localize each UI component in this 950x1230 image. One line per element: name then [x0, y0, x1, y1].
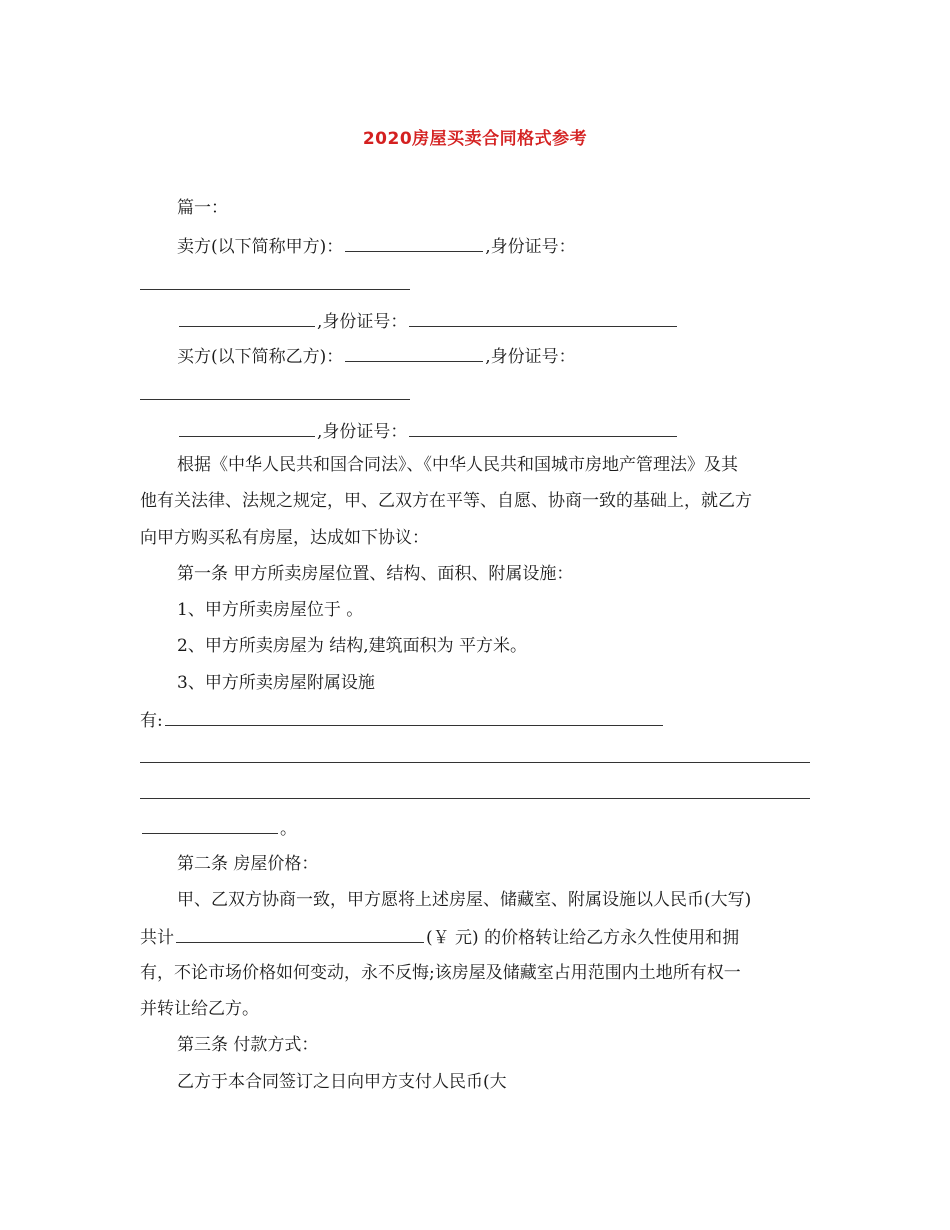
article-1-item-3: 3、甲方所卖房屋附属设施 — [177, 673, 375, 693]
seller-name-blank — [345, 233, 483, 252]
buyer-id-blank — [140, 399, 410, 400]
article-2-line-2 — [140, 924, 739, 950]
seller2-id-label: ,身份证号： — [317, 312, 408, 332]
facilities-blank — [165, 707, 663, 726]
buyer-name-blank — [345, 343, 483, 362]
article-2-line-4: 并转让给乙方。 — [140, 999, 259, 1019]
document-title: 2020房屋买卖合同格式参考 — [362, 129, 588, 149]
facilities-blank-2 — [140, 762, 810, 763]
section-label: 篇一： — [177, 198, 228, 218]
seller2-name-blank — [179, 308, 315, 327]
article-1-title: 第一条 甲方所卖房屋位置、结构、面积、附属设施： — [177, 564, 574, 584]
facilities-blank-3 — [140, 798, 810, 799]
buyer-line — [177, 343, 576, 369]
seller-label: 卖方(以下简称甲方)： — [177, 237, 344, 257]
article-3-title: 第三条 付款方式： — [177, 1035, 319, 1055]
buyer2-id-label: ,身份证号： — [317, 422, 408, 442]
article-2-line-1: 甲、乙双方协商一致，甲方愿将上述房屋、储藏室、附属设施以人民币(大写) — [177, 890, 752, 910]
buyer-line-2 — [177, 418, 679, 444]
intro-line-2: 他有关法律、法规之规定，甲、乙双方在平等、自愿、协商一致的基础上，就乙方 — [140, 491, 752, 511]
buyer2-id-blank — [409, 418, 677, 437]
seller-line — [177, 233, 576, 259]
article-1-item-3-cont — [140, 707, 665, 733]
intro-line-1: 根据《中华人民共和国合同法》、《中华人民共和国城市房地产管理法》及其 — [177, 455, 738, 475]
facilities-period: 。 — [280, 819, 297, 839]
total-label: 共计 — [140, 928, 174, 948]
facilities-blank-4 — [142, 815, 278, 834]
buyer2-name-blank — [179, 418, 315, 437]
facilities-end — [140, 815, 297, 841]
seller-id-label: ,身份证号： — [485, 237, 576, 257]
article-3-line-1: 乙方于本合同签订之日向甲方支付人民币(大 — [177, 1072, 507, 1092]
seller-id-blank — [140, 289, 410, 290]
facilities-label: 有: — [140, 711, 163, 731]
buyer-label: 买方(以下简称乙方)： — [177, 347, 344, 367]
price-blank — [176, 924, 424, 943]
seller-line-2 — [177, 308, 679, 334]
intro-line-3: 向甲方购买私有房屋，达成如下协议： — [140, 528, 429, 548]
article-1-item-2: 2、甲方所卖房屋为 结构,建筑面积为 平方米。 — [177, 636, 528, 656]
seller2-id-blank — [409, 308, 677, 327]
article-2-title: 第二条 房屋价格： — [177, 854, 319, 874]
buyer-id-label: ,身份证号： — [485, 347, 576, 367]
article-1-item-1: 1、甲方所卖房屋位于 。 — [177, 600, 364, 620]
price-text: (￥ 元) 的价格转让给乙方永久性使用和拥 — [426, 928, 740, 948]
article-2-line-3: 有，不论市场价格如何变动，永不反悔;该房屋及储藏室占用范围内土地所有权一 — [140, 963, 741, 983]
